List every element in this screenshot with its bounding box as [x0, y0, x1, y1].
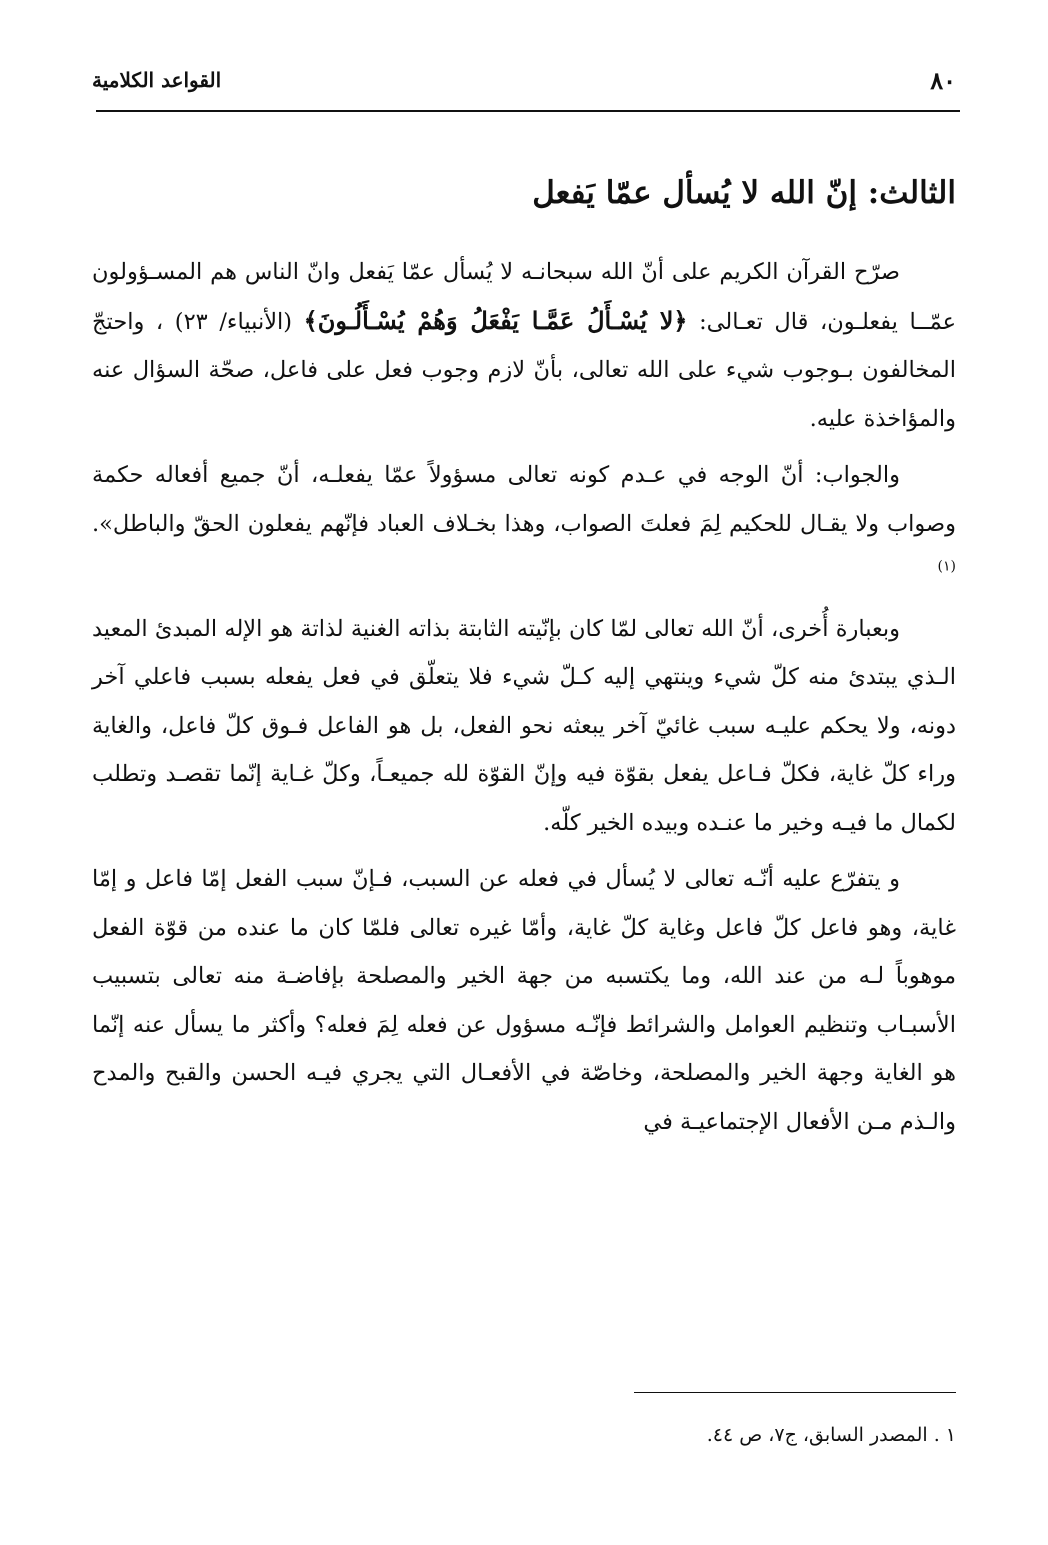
paragraph-4: و يتفرّع عليه أنّـه تعالى لا يُسأل في فعله عن السبب، فـإنّ سبب الفعل إمّا فاعل و إمّا غاية، وهو فاعل كلّ فاعل وغاية كلّ غاية، وأمّا غيره تعالى فلمّا كان ما عنده من قوّة الفعل موهوباً لـه من عند الله، وما يكتسبه من جهة الخير والمصلحة بإفاضـة منه تعالى بتسبيب الأسبـاب وتنظيم العوامل والشرائط فإنّـه مسؤول عن فعله لِمَ فعله؟ وأكثر ما يسأل عنه إنّما هو الغاية وجهة الخير والمصلحة، وخاصّة في الأفعـال التي يجري فيـه الحسن والقبح والمدح والـذم مـن الأفعال الإجتماعيـة في [92, 866, 956, 1135]
header-rule [96, 110, 960, 112]
paragraph-3: وبعبارة أُخرى، أنّ الله تعالى لمّا كان بإنّيته الثابتة بذاته الغنية لذاتة هو الإله المبدئ المعيد الـذي يبتدئ منه كلّ شيء وينتهي إليه كـلّ شيء فلا يتعلّق في فعل يفعله بسبب فاعلي آخر دونه، ولا يحكم عليـه سبب غائيّ آخر يبعثه نحو الفعل، بل هو الفاعل فـوق كلّ فاعل، والغاية وراء كلّ غاية، فكلّ فـاعل يفعل بقوّة فيه وإنّ القوّة لله جميعـاً، وكلّ غـاية إنّما تقصـد وتطلب لكمال ما فيـه وخير ما عنـده وبيده الخير كلّه. [92, 615, 956, 836]
paragraph-2 [92, 451, 956, 597]
running-title: القواعد الكلامية [92, 68, 222, 92]
footnote-1: ١ . المصدر السابق، ج٧، ص ٤٤. [706, 1424, 956, 1446]
paragraph-2-text: والجواب: أنّ الوجه في عـدم كونه تعالى مسؤولاً عمّا يفعلـه، أنّ جميع أفعاله حكمة وصواب ولا يقـال للحكيم لِمَ فعلتَ الصواب، وهذا بخـلاف العباد فإنّهم يفعلون الحقّ والباطل». [92, 462, 956, 537]
paragraph-1-lead: صرّح القرآن الكريم على أنّ الله سبحانـه لا يُسأل عمّا يَفعل وانّ الناس هم المسـؤولون عمّــا يفعلـون، قال تعـالى: [92, 259, 956, 335]
section-heading: الثالث: إنّ الله لا يُسأل عمّا يَفعل [532, 175, 956, 211]
body-text [92, 248, 956, 1154]
quran-verse: ﴿لا يُسْـأَلُ عَمَّـا يَفْعَلُ وَهُمْ يُسْـأَلُـونَ﴾ [303, 305, 688, 335]
footnote-marker[interactable]: (١) [937, 558, 956, 575]
paragraph-1 [92, 248, 956, 443]
running-header [92, 62, 956, 98]
footnote-rule [634, 1392, 956, 1393]
page-number: ٨٠ [930, 65, 956, 95]
paragraph-1-tail: (الأنبياء/ ٢٣) ، واحتجّ المخالفون بـوجوب شيء على الله تعالى، بأنّ لازم وجوب فعل على فاعل، صحّة السؤال عنه والمؤاخذة عليه. [92, 308, 956, 432]
